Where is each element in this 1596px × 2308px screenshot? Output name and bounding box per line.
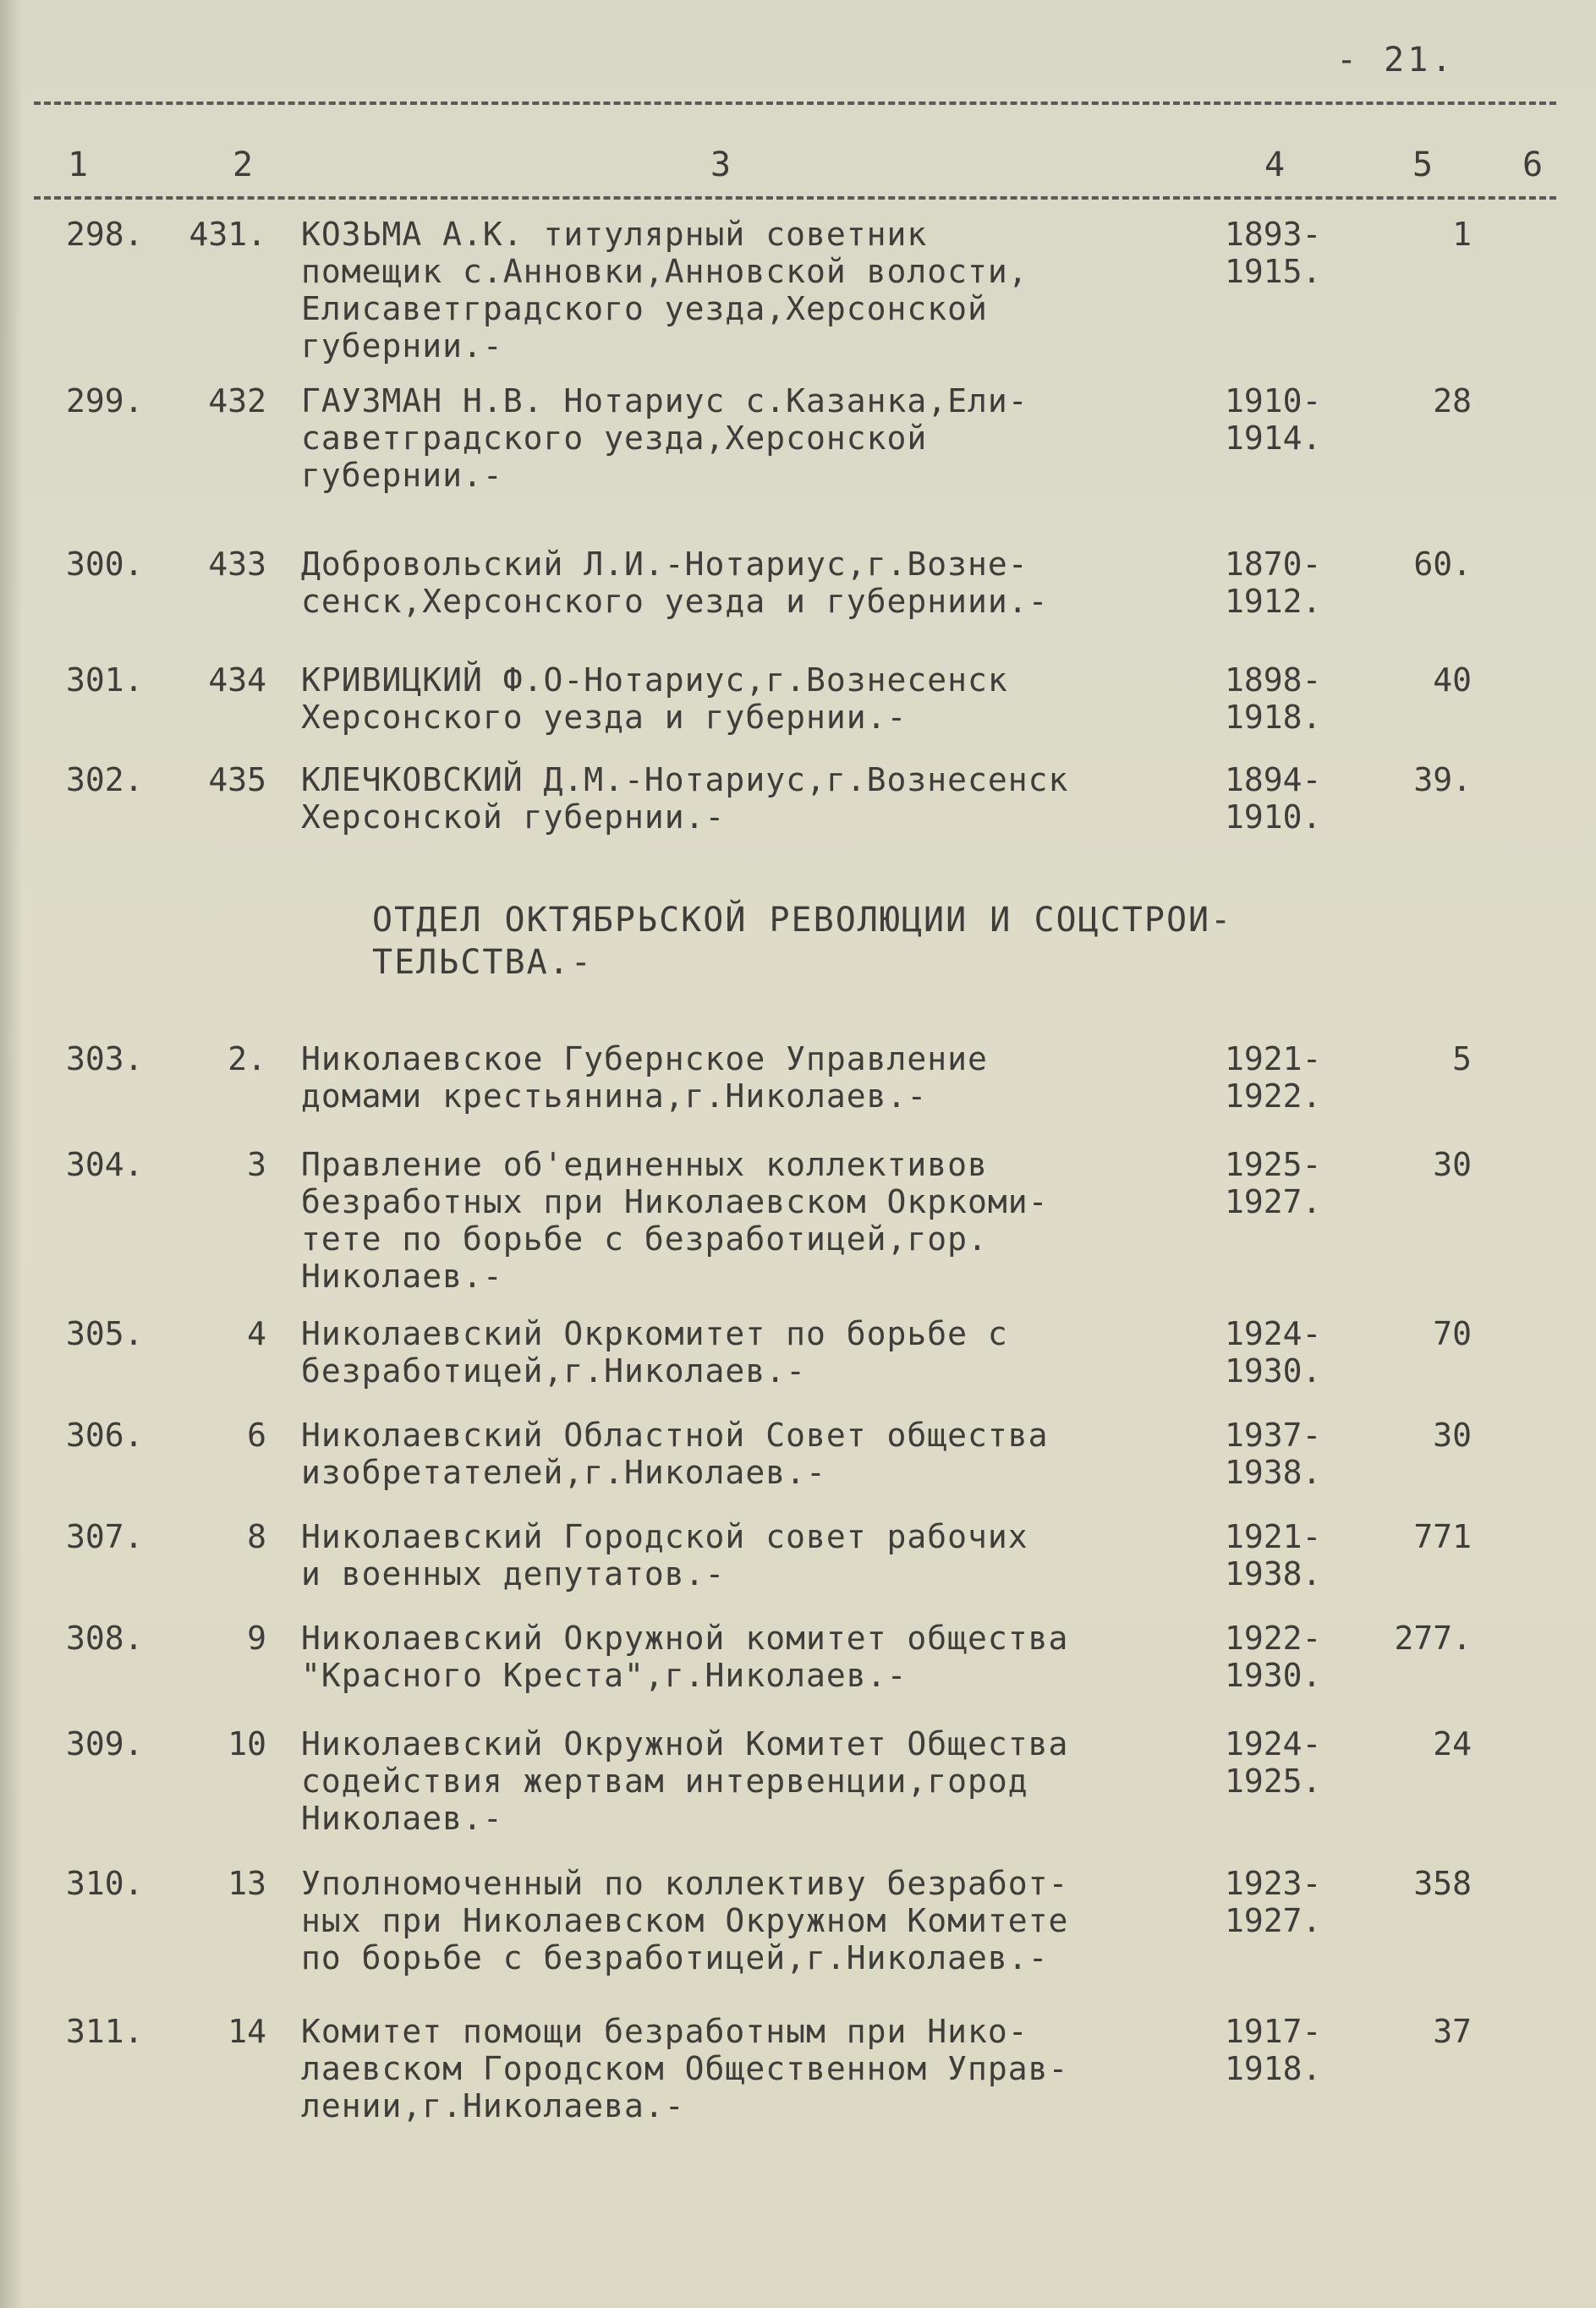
row-count: 24 <box>1433 1725 1472 1763</box>
row-number: 298. <box>66 216 144 253</box>
row-number: 305. <box>66 1315 144 1352</box>
row-number: 306. <box>66 1417 144 1454</box>
row-description: Николаевский Окружной Комитет Общества содействия жертвам интервенции,город Николаев.- <box>301 1725 1069 1837</box>
column-header-6: 6 <box>1522 145 1544 184</box>
row-count: 277. <box>1394 1620 1472 1657</box>
fond-number: 10 <box>228 1725 266 1763</box>
row-description: КЛЕЧКОВСКИЙ Д.М.-Нотариус,г.Вознесенск Херсонской губернии.- <box>301 761 1069 836</box>
column-header-2: 2 <box>233 145 254 184</box>
row-description: ГАУЗМАН Н.В. Нотариус с.Казанка,Ели- саветградского уезда,Херсонской губернии.- <box>301 382 1028 494</box>
fond-number: 434 <box>208 661 266 699</box>
row-count: 39. <box>1413 761 1472 798</box>
fond-number: 13 <box>228 1865 266 1902</box>
row-count: 37 <box>1433 2013 1472 2050</box>
row-count: 30 <box>1433 1417 1472 1454</box>
row-years: 1870- 1912. <box>1225 545 1322 620</box>
fond-number: 14 <box>228 2013 266 2050</box>
row-years: 1921- 1938. <box>1225 1518 1322 1593</box>
section-title: ОТДЕЛ ОКТЯБРЬСКОЙ РЕВОЛЮЦИИ И СОЦСТРОИ- ТЕЛЬСТВА.- <box>372 901 1233 982</box>
row-years: 1924- 1930. <box>1225 1315 1322 1390</box>
row-years: 1925- 1927. <box>1225 1146 1322 1220</box>
top-dashed-rule <box>34 101 1556 105</box>
row-years: 1893- 1915. <box>1225 216 1322 290</box>
fond-number: 9 <box>247 1620 266 1657</box>
row-number: 311. <box>66 2013 144 2050</box>
row-years: 1898- 1918. <box>1225 661 1322 736</box>
fond-number: 432 <box>208 382 266 419</box>
row-description: Николаевское Губернское Управление домами крестьянина,г.Николаев.- <box>301 1040 988 1115</box>
row-count: 28 <box>1433 382 1472 419</box>
row-number: 302. <box>66 761 144 798</box>
row-years: 1924- 1925. <box>1225 1725 1322 1800</box>
row-years: 1917- 1918. <box>1225 2013 1322 2087</box>
row-number: 299. <box>66 382 144 419</box>
row-description: Николаевский Городской совет рабочих и военных депутатов.- <box>301 1518 1028 1593</box>
column-header-4: 4 <box>1264 145 1286 184</box>
fond-number: 435 <box>208 761 266 798</box>
row-description: Уполномоченный по коллективу безработ- ных при Николаевском Окружном Комитете по борьбе с безработицей,г.Николаев.- <box>301 1865 1069 1976</box>
column-header-5: 5 <box>1412 145 1434 184</box>
fond-number: 3 <box>247 1146 266 1183</box>
row-number: 310. <box>66 1865 144 1902</box>
row-description: Добровольский Л.И.-Нотариус,г.Возне- сенск,Херсонского уезда и губерниии.- <box>301 545 1049 620</box>
row-years: 1921- 1922. <box>1225 1040 1322 1115</box>
row-years: 1894- 1910. <box>1225 761 1322 836</box>
row-number: 304. <box>66 1146 144 1183</box>
row-number: 303. <box>66 1040 144 1077</box>
row-number: 308. <box>66 1620 144 1657</box>
row-years: 1922- 1930. <box>1225 1620 1322 1694</box>
fond-number: 8 <box>247 1518 266 1555</box>
row-description: Комитет помощи безработным при Нико- лаевском Городском Общественном Управ- лении,г.Николаева.- <box>301 2013 1069 2124</box>
row-description: Николаевский Областной Совет общества изобретателей,г.Николаев.- <box>301 1417 1049 1491</box>
column-header-1: 1 <box>68 145 89 184</box>
row-count: 60. <box>1413 545 1472 583</box>
row-number: 301. <box>66 661 144 699</box>
row-count: 30 <box>1433 1146 1472 1183</box>
page-number: - 21. <box>1336 41 1456 79</box>
row-description: КОЗЬМА А.К. титулярный советник помещик с.Анновки,Анновской волости, Елисаветградского уезда,Херсонской губернии.- <box>301 216 1028 365</box>
row-description: КРИВИЦКИЙ Ф.О-Нотариус,г.Вознесенск Херсонского уезда и губернии.- <box>301 661 1008 736</box>
fond-number: 6 <box>247 1417 266 1454</box>
row-years: 1910- 1914. <box>1225 382 1322 457</box>
row-count: 5 <box>1452 1040 1472 1077</box>
row-count: 70 <box>1433 1315 1472 1352</box>
column-header-3: 3 <box>710 145 732 184</box>
fond-number: 433 <box>208 545 266 583</box>
row-number: 300. <box>66 545 144 583</box>
row-count: 1 <box>1452 216 1472 253</box>
row-count: 771 <box>1413 1518 1472 1555</box>
row-description: Правление об'единенных коллективов безработных при Николаевском Окркоми- тете по борьбе с безработицей,гор. Николаев.- <box>301 1146 1049 1295</box>
row-count: 358 <box>1413 1865 1472 1902</box>
row-years: 1923- 1927. <box>1225 1865 1322 1939</box>
fond-number: 431. <box>189 216 266 253</box>
row-years: 1937- 1938. <box>1225 1417 1322 1491</box>
column-header-row <box>34 145 1556 200</box>
fond-number: 2. <box>228 1040 266 1077</box>
row-count: 40 <box>1433 661 1472 699</box>
row-description: Николаевский Окружной комитет общества "Красного Креста",г.Николаев.- <box>301 1620 1069 1694</box>
row-number: 309. <box>66 1725 144 1763</box>
fond-number: 4 <box>247 1315 266 1352</box>
row-description: Николаевский Окркомитет по борьбе с безработицей,г.Николаев.- <box>301 1315 1008 1390</box>
row-number: 307. <box>66 1518 144 1555</box>
